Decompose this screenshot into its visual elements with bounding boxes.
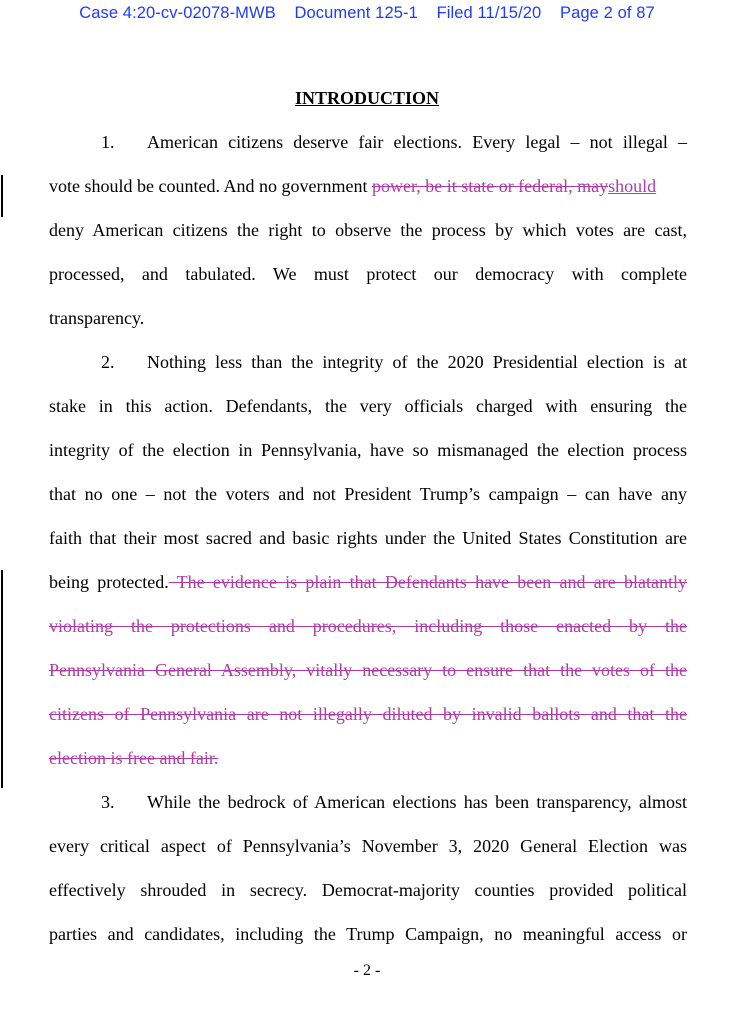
change-bar [1,175,3,217]
deleted-text: power, be it state or federal, may [371,176,609,196]
text-run: Nothing less than the integrity of the 2020 Presidential election is at [147,352,687,372]
paragraph-2-line [49,351,687,373]
text-run: being protected. [49,572,169,592]
paragraph-2-line: that no one – not the voters and not President Trump’s campaign – can have any [49,484,687,504]
text-run: American citizens deserve fair elections. Every legal – not illegal – [147,132,687,152]
paragraph-2-line: faith that their most sacred and basic rights under the United States Constitution are [49,528,687,548]
case-header [0,4,734,23]
paragraph-2-line [49,571,687,593]
paragraph-number: 3. [101,792,115,812]
paragraph-3-line: every critical aspect of Pennsylvania’s November 3, 2020 General Election was [49,836,687,856]
deleted-text: violating the protections and procedures, including those enacted by the [49,616,687,636]
paragraph-1-line: deny American citizens the right to observe the process by which votes are cast, [49,220,687,240]
deleted-text: citizens of Pennsylvania are not illegally diluted by invalid ballots and that the [49,704,687,724]
paragraph-2-line: integrity of the election in Pennsylvania, have so mismanaged the election process [49,440,687,460]
deleted-text: election is free and fair. [49,748,219,768]
paragraph-1-line [49,131,687,153]
paragraph-2-line: stake in this action. Defendants, the very officials charged with ensuring the [49,396,687,416]
inserted-text: should [608,176,657,196]
deleted-text: Pennsylvania General Assembly, vitally necessary to ensure that the votes of the [49,660,687,680]
page-count: Page 2 of 87 [560,4,655,22]
paragraph-1-line [49,175,687,197]
page-number: - 2 - [353,962,381,979]
section-title: INTRODUCTION [294,88,440,108]
change-bar [1,570,3,788]
paragraph-3-line: effectively shrouded in secrecy. Democrat-majority counties provided political [49,880,687,900]
paragraph-number: 1. [101,132,115,152]
paragraph-number: 2. [101,352,115,372]
paragraph-3-line: parties and candidates, including the Trump Campaign, no meaningful access or [49,924,687,944]
filed-date: Filed 11/15/20 [436,4,542,22]
paragraph-1-line: transparency. [49,308,145,328]
paragraph-3-line [49,791,687,813]
case-number: Case 4:20-cv-02078-MWB [79,4,276,22]
text-run: vote should be counted. And no government [49,176,372,196]
text-run: While the bedrock of American elections has been transparency, almost [147,792,687,812]
paragraph-1-line: processed, and tabulated. We must protect our democracy with complete [49,264,687,284]
deleted-text: The evidence is plain that Defendants have been and are blatantly [168,572,687,592]
document-number: Document 125-1 [294,4,418,22]
